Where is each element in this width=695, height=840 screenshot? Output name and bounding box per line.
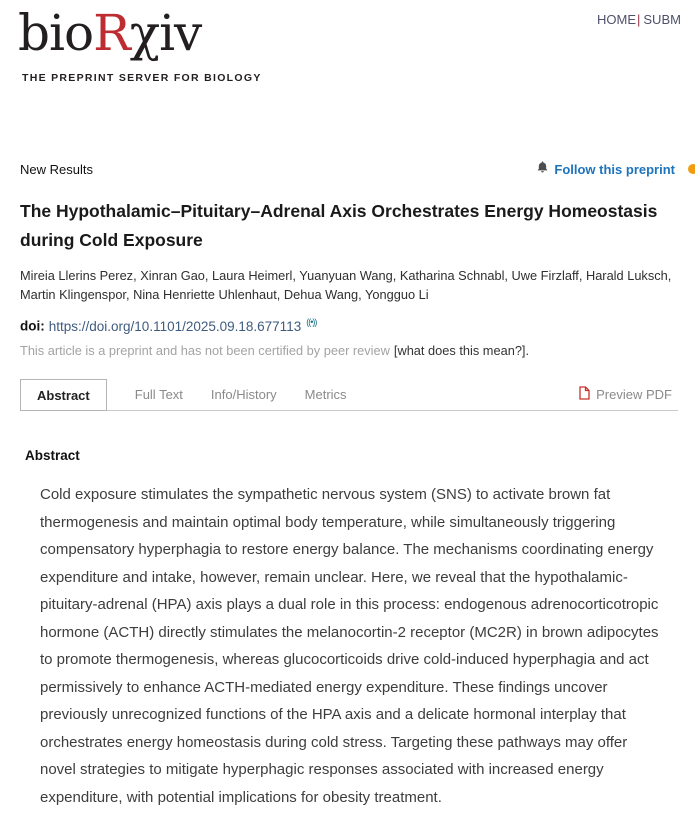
nav-separator: |: [637, 12, 641, 27]
tab-bar: [20, 379, 678, 411]
doi-link[interactable]: https://doi.org/10.1101/2025.09.18.677113: [48, 318, 302, 334]
logo-tagline: THE PREPRINT SERVER FOR BIOLOGY: [22, 72, 262, 84]
doi-label: doi:: [20, 318, 45, 334]
bell-icon: [536, 160, 549, 179]
tab-abstract[interactable]: Abstract: [20, 379, 107, 411]
cutoff-icon[interactable]: [688, 164, 695, 174]
nav-submit[interactable]: SUBM: [643, 12, 681, 27]
author-list[interactable]: Mireia Llerins Perez, Xinran Gao, Laura Heimerl, Yuanyuan Wang, Katharina Schnabl, Uwe Firzlaff, Harald Luksch, Martin Klingenspor, Nina Henriette Uhlenhaut, Dehua Wang, Yongguo Li: [20, 268, 672, 302]
preview-pdf-label: Preview PDF: [596, 387, 672, 402]
section-label: New Results: [20, 162, 93, 177]
notice-text: This article is a preprint and has not been certified by peer review: [20, 343, 390, 358]
article-title: The Hypothalamic–Pituitary–Adrenal Axis Orchestrates Energy Homeostasis during Cold Exposure: [20, 201, 658, 250]
doi-row: [20, 317, 316, 334]
logo-bio: bio: [18, 4, 94, 62]
top-nav: [597, 12, 681, 27]
tab-info-history[interactable]: Info/History: [210, 387, 277, 402]
preview-pdf-button[interactable]: [579, 379, 678, 410]
what-does-this-mean-link[interactable]: [what does this mean?]: [393, 343, 526, 358]
abstract-heading: Abstract: [25, 448, 80, 463]
follow-preprint-link[interactable]: Follow this preprint: [554, 162, 675, 177]
abstract-text: Cold exposure stimulates the sympathetic nervous system (SNS) to activate brown fat thermogenesis and maintain optimal body temperature, while simultaneously triggering compensatory hyperphagia to restore energy balance. The mechanisms coordinating energy expenditure and intake, however, remain unclear. Here, we reveal that the hypothalamic-pituitary-adrenal (HPA) axis plays a dual role in this process: endogenous adrenocorticotropic hormone (ACTH) directly stimulates the melanocortin-2 receptor (MC2R) in brown adipocytes to promote thermogenesis, whereas glucocorticoids drive cold-induced hyperphagia and act permissively to enhance ACTH-mediated energy expenditure. These findings uncover previously unrecognized functions of the HPA axis and a delicate hormonal interplay that orchestrates energy homeostasis during cold stress. Targeting these pathways may offer novel strategies to mitigate hyperphagic responses associated with increased energy expenditure, with potential implications for obesity treatment.: [40, 486, 659, 806]
tab-full-text[interactable]: Full Text: [134, 387, 183, 402]
logo-xiv: χiv: [129, 4, 202, 62]
nav-home[interactable]: HOME: [597, 12, 636, 27]
biorxiv-logo[interactable]: [18, 4, 201, 62]
tab-spacer: [347, 379, 580, 410]
preprint-notice: [20, 343, 529, 358]
notice-period: .: [525, 343, 530, 358]
logo-r: R: [93, 4, 130, 62]
signal-icon[interactable]: ((•)): [306, 317, 317, 327]
follow-preprint[interactable]: [536, 160, 675, 179]
tab-metrics[interactable]: Metrics: [304, 387, 347, 402]
pdf-document-icon: [579, 386, 590, 403]
